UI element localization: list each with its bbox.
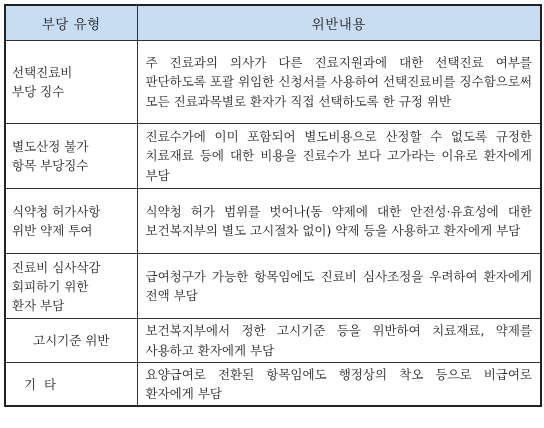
row-type bbox=[5, 254, 137, 319]
row-type-text: 기 타 bbox=[24, 376, 57, 392]
row-type bbox=[5, 189, 137, 254]
row-type bbox=[5, 319, 137, 363]
row-type bbox=[5, 363, 137, 407]
row-type bbox=[5, 124, 137, 189]
row-type-text: 고시기준 위반 bbox=[33, 333, 110, 348]
header-type: 부당 유형 bbox=[5, 5, 137, 41]
row-content: 급여청구가 가능한 항목임에도 진료비 심사조정을 우려하여 환자에게 전액 부담 bbox=[137, 254, 541, 319]
row-content: 식약청 허가 범위를 벗어나(동 약제에 대한 안전성·유효성에 대한 보건복지부의 별도 고시절차 없이) 약제 등을 사용하고 환자에게 부담 bbox=[137, 189, 541, 254]
violation-table bbox=[4, 4, 542, 407]
row-type-text: 식약청 허가사항 위반 약제 투여 bbox=[12, 204, 101, 238]
document-page bbox=[4, 4, 540, 424]
row-content: 보건복지부에서 정한 고시기준 등을 위반하여 치료재료, 약제를 사용하고 환자에게 부담 bbox=[137, 319, 541, 363]
row-content: 주 진료과의 의사가 다른 진료지원과에 대한 선택진료 여부를 판단하도록 포괄 위임한 신청서를 사용하여 선택진료비를 징수함으로써 모든 진료과목별로 환자가 직접 선택하도록 한 규정 위반 bbox=[137, 41, 541, 124]
table-row bbox=[5, 319, 541, 363]
row-type-text: 진료비 심사삭감 회피하기 위한 환자 부담 bbox=[12, 259, 101, 313]
row-type-text: 선택진료비 부당 징수 bbox=[12, 65, 73, 99]
table-row bbox=[5, 254, 541, 319]
row-type bbox=[5, 41, 137, 124]
table-row bbox=[5, 41, 541, 124]
table-row bbox=[5, 189, 541, 254]
row-content: 요양급여로 전환된 항목임에도 행정상의 착오 등으로 비급여로 환자에게 부담 bbox=[137, 363, 541, 407]
row-content: 진료수가에 이미 포함되어 별도비용으로 산정할 수 없도록 규정한 치료재료 등에 대한 비용을 진료수가 보다 고가라는 이유로 환자에게 부담 bbox=[137, 124, 541, 189]
header-row bbox=[5, 5, 541, 41]
table-row bbox=[5, 124, 541, 189]
row-type-text: 별도산정 불가 항목 부당징수 bbox=[12, 139, 89, 173]
table-row bbox=[5, 363, 541, 407]
header-content: 위반내용 bbox=[137, 5, 541, 41]
